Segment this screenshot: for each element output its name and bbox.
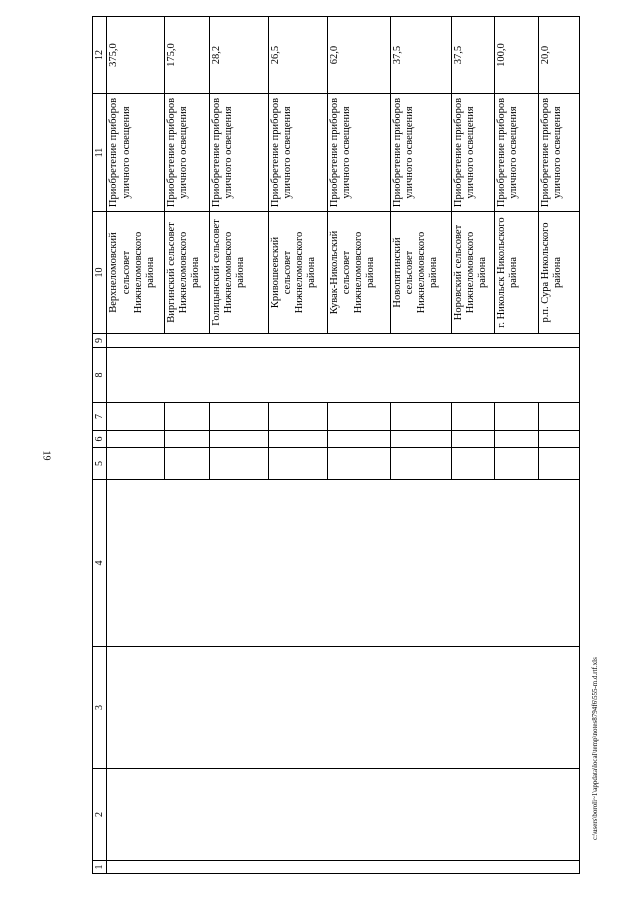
purpose-cell: Приобретение приборов уличного освещения: [107, 94, 165, 212]
cell-col1: [107, 861, 580, 874]
col-number: 11: [93, 94, 107, 212]
purpose-cell: Приобретение приборов уличного освещения: [451, 94, 494, 212]
col-number: 6: [93, 431, 107, 448]
recipient-cell: Кривошеевский сельсовет Нижнеломовского района: [268, 212, 327, 334]
recipient-cell: р.п. Сура Никольского района: [538, 212, 579, 334]
cell-col5: [209, 448, 268, 480]
cell-col5: [451, 448, 494, 480]
cell-col5: [268, 448, 327, 480]
col-number: 8: [93, 348, 107, 403]
cell-col7: [107, 403, 165, 431]
cell-col3: [107, 647, 580, 769]
column-number-row: [93, 17, 107, 874]
cell-col7: [165, 403, 209, 431]
rotated-table-wrapper: [92, 17, 580, 874]
cell-col7: [268, 403, 327, 431]
amount-cell: 100,0: [495, 17, 538, 94]
purpose-cell: Приобретение приборов уличного освещения: [209, 94, 268, 212]
recipient-cell: Виргинский сельсовет Нижнеломовского района: [165, 212, 209, 334]
recipient-cell: г. Никольск Никольского района: [495, 212, 538, 334]
col-number: 7: [93, 403, 107, 431]
cell-col2: [107, 769, 580, 861]
cell-col6: [538, 431, 579, 448]
purpose-cell: Приобретение приборов уличного освещения: [327, 94, 390, 212]
cell-col7: [451, 403, 494, 431]
purpose-cell: Приобретение приборов уличного освещения: [390, 94, 451, 212]
cell-col7: [538, 403, 579, 431]
amount-cell: 62,0: [327, 17, 390, 94]
cell-col6: [495, 431, 538, 448]
cell-col6: [209, 431, 268, 448]
cell-col5: [495, 448, 538, 480]
cell-col6: [107, 431, 165, 448]
col-number: 5: [93, 448, 107, 480]
recipient-cell: Норовский сельсовет Нижнеломовского района: [451, 212, 494, 334]
cell-col7: [390, 403, 451, 431]
col-number: 2: [93, 769, 107, 861]
purpose-cell: Приобретение приборов уличного освещения: [268, 94, 327, 212]
cell-col6: [268, 431, 327, 448]
purpose-cell: Приобретение приборов уличного освещения: [165, 94, 209, 212]
cell-col4: [107, 480, 580, 647]
cell-col7: [495, 403, 538, 431]
budget-table: [92, 16, 580, 874]
cell-col7: [327, 403, 390, 431]
cell-col6: [390, 431, 451, 448]
cell-col5: [390, 448, 451, 480]
cell-col8: [107, 348, 580, 403]
recipient-cell: Кувак-Никольский сельсовет Нижнеломовского района: [327, 212, 390, 334]
amount-cell: 375,0: [107, 17, 165, 94]
amount-cell: 175,0: [165, 17, 209, 94]
cell-col5: [538, 448, 579, 480]
purpose-cell: Приобретение приборов уличного освещения: [538, 94, 579, 212]
recipient-cell: Голицынский сельсовет Нижнеломовского района: [209, 212, 268, 334]
cell-col5: [327, 448, 390, 480]
col-number: 10: [93, 212, 107, 334]
recipient-cell: Новопятинский сельсовет Нижнеломовского района: [390, 212, 451, 334]
amount-cell: 20,0: [538, 17, 579, 94]
cell-col6: [451, 431, 494, 448]
amount-cell: 26,5: [268, 17, 327, 94]
recipient-cell: Верхнеломовский сельсовет Нижнеломовского района: [107, 212, 165, 334]
table-row: [107, 17, 165, 874]
cell-col6: [327, 431, 390, 448]
page-number: 19: [40, 450, 52, 461]
amount-cell: 37,5: [451, 17, 494, 94]
col-number: 4: [93, 480, 107, 647]
purpose-cell: Приобретение приборов уличного освещения: [495, 94, 538, 212]
col-number: 3: [93, 647, 107, 769]
cell-col5: [165, 448, 209, 480]
cell-col5: [107, 448, 165, 480]
footer-file-path: c:\users\boroli~1\appdata\local\temp\notes8794f6\555-m.d.rtf.xls: [591, 657, 599, 840]
cell-col9: [107, 334, 580, 348]
cell-col6: [165, 431, 209, 448]
amount-cell: 37,5: [390, 17, 451, 94]
cell-col7: [209, 403, 268, 431]
col-number: 9: [93, 334, 107, 348]
amount-cell: 28,2: [209, 17, 268, 94]
col-number: 1: [93, 861, 107, 874]
col-number: 12: [93, 17, 107, 94]
